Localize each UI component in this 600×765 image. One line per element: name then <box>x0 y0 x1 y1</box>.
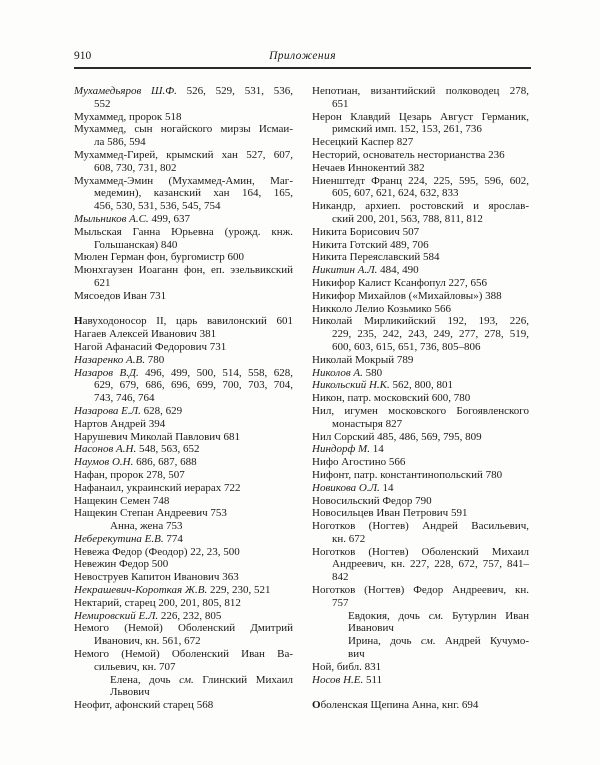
index-entry-line <box>74 213 293 226</box>
entry-text: боленская Щепина Анна, кнг. 694 <box>320 699 479 712</box>
index-entry-line <box>312 379 529 392</box>
index-entry-line <box>312 443 529 456</box>
entry-text: Нартов Андрей 394 <box>74 417 166 430</box>
index-entry-line <box>74 277 293 290</box>
entry-text: 499, 637 <box>148 212 190 225</box>
index-entry-line <box>74 622 293 635</box>
page-number: 910 <box>74 50 92 62</box>
index-entry-line <box>74 315 293 328</box>
index-entry-line <box>312 315 529 328</box>
entry-text: Новосильский Федор 790 <box>312 494 432 507</box>
entry-text: Ноготков (Ногтев) Андрей Васильевич, <box>312 520 529 533</box>
index-entry-line <box>312 341 529 354</box>
entry-text: 580 <box>362 366 383 379</box>
bold-section-initial: Н <box>74 315 83 328</box>
index-entry-line <box>74 558 293 571</box>
index-entry-line <box>312 187 529 200</box>
entry-text: 484, 490 <box>377 264 419 277</box>
italic-text: Мыльников А.С. <box>74 212 149 225</box>
index-entry-line <box>312 533 529 546</box>
entry-text: Нарушевич Миколай Павлович 681 <box>74 430 240 443</box>
index-column-right <box>312 85 529 712</box>
index-entry-line <box>74 482 293 495</box>
entry-text: Николай Мирликийский 192, 193, 226, <box>312 315 529 328</box>
italic-text: Наумов О.Н. <box>74 456 134 469</box>
entry-text: Ниенштедт Франц 224, 225, 595, 596, 602, <box>312 174 529 187</box>
entry-text: Иванович, кн. 561, 672 <box>94 635 201 648</box>
index-entry-line <box>74 175 293 188</box>
index-entry-line <box>312 136 529 149</box>
index-entry-line <box>312 162 529 175</box>
index-entry-line <box>312 239 529 252</box>
index-entry-line <box>312 354 529 367</box>
index-entry-line <box>74 341 293 354</box>
entry-text: 562, 800, 801 <box>389 379 453 392</box>
entry-text: Глинский Михаил <box>193 673 293 686</box>
index-entry-line <box>312 264 529 277</box>
index-entry-line <box>312 661 529 674</box>
entry-text: Нерон Клавдий Цезарь Август Германик, <box>312 110 529 123</box>
entry-text: Нечаев Иннокентий 382 <box>312 161 425 174</box>
entry-text: Ной, библ. 831 <box>312 660 382 673</box>
entry-text: Никколо Лелио Козьмико 566 <box>312 302 451 315</box>
entry-text: 628, 629 <box>140 404 183 417</box>
entry-text: Нил Сорский 485, 486, 569, 795, 809 <box>312 430 482 443</box>
entry-text: 629, 679, 686, 696, 699, 700, 703, 704, <box>94 379 293 392</box>
blank-line <box>74 303 293 316</box>
entry-text: Бутурлин Иван <box>443 609 529 622</box>
index-entry-line <box>312 674 529 687</box>
entry-text: 774 <box>163 532 183 545</box>
index-entry-line <box>74 200 293 213</box>
entry-text: 552 <box>94 97 111 110</box>
index-entry-line <box>312 226 529 239</box>
index-entry-line <box>312 85 529 98</box>
entry-text: монастыря 827 <box>332 417 403 430</box>
entry-text: 651 <box>332 97 349 110</box>
index-entry-line <box>312 558 529 571</box>
entry-text: Никон, патр. московский 600, 780 <box>312 392 471 405</box>
entry-text: Несторий, основатель несторианства 236 <box>312 148 505 161</box>
bold-section-initial: О <box>312 699 321 712</box>
italic-text: Никольский Н.К. <box>312 379 390 392</box>
index-entry-line <box>74 571 293 584</box>
index-entry-line <box>74 251 293 264</box>
index-entry-line <box>74 443 293 456</box>
entry-text: 526, 529, 531, 536, <box>176 85 294 97</box>
entry-text: 743, 746, 764 <box>94 392 155 405</box>
index-entry-line <box>74 379 293 392</box>
index-entry-line <box>74 187 293 200</box>
entry-text: 757 <box>332 596 349 609</box>
index-entry-line <box>74 239 293 252</box>
entry-text: кн. 672 <box>332 532 366 545</box>
index-entry-line <box>74 290 293 303</box>
entry-text: 605, 607, 621, 624, 632, 833 <box>332 187 459 200</box>
entry-text: медемин), казанский хан 164, 165, <box>94 187 293 200</box>
entry-text: Андреевич, кн. 227, 228, 672, 757, 841– <box>332 558 529 571</box>
index-entry-line <box>74 264 293 277</box>
entry-text: 686, 687, 688 <box>133 456 197 469</box>
index-entry-line <box>74 431 293 444</box>
index-entry-line <box>74 546 293 559</box>
entry-text: Анна, жена 753 <box>110 520 183 533</box>
index-entry-line <box>312 571 529 584</box>
index-entry-line <box>74 495 293 508</box>
entry-text: Мыльская Ганна Юрьевна (урожд. кнж. <box>74 225 293 238</box>
entry-text: Новосильцев Иван Петрович 591 <box>312 507 468 520</box>
index-entry-line <box>74 226 293 239</box>
entry-text: Нифонт, патр. константинопольский 780 <box>312 468 503 481</box>
entry-text: Нагой Афанасий Федорович 731 <box>74 340 227 353</box>
entry-text: 226, 232, 805 <box>158 609 222 622</box>
italic-text: Мухамедьяров Ш.Ф. <box>74 85 177 97</box>
entry-text: Никандр, архиеп. ростовский и ярослав- <box>312 200 529 213</box>
italic-text: Николов А. <box>312 366 363 379</box>
index-entry-line <box>312 303 529 316</box>
index-entry-line <box>312 200 529 213</box>
index-entry-line <box>74 418 293 431</box>
entry-text: Нифо Агостино 566 <box>312 456 406 469</box>
entry-text: 14 <box>369 443 384 456</box>
entry-text: Ноготков (Ногтев) Федор Андреевич, кн. <box>312 584 529 597</box>
italic-text: Назаренко А.В. <box>74 353 145 366</box>
entry-text: Нащекин Семен 748 <box>74 494 170 507</box>
entry-text: Евдокия, дочь <box>348 609 429 622</box>
index-entry-line <box>74 520 293 533</box>
entry-text: Нектарий, старец 200, 201, 805, 812 <box>74 596 241 609</box>
index-entry-line <box>74 162 293 175</box>
index-entry-line <box>312 648 529 661</box>
blank-line <box>312 686 529 699</box>
index-entry-line <box>312 495 529 508</box>
entry-text: Несецкий Каспер 827 <box>312 136 414 149</box>
entry-text: Невежин Федор 500 <box>74 558 169 571</box>
index-entry-line <box>74 111 293 124</box>
entry-text: Непотиан, византийский полководец 278, <box>312 85 529 97</box>
entry-text: ла 586, 594 <box>94 136 146 149</box>
entry-text: Невоструев Капитон Иванович 363 <box>74 571 239 584</box>
entry-text: 600, 603, 615, 651, 736, 805–806 <box>332 340 481 353</box>
italic-text: Некрашевич-Короткая Ж.В. <box>74 584 208 597</box>
italic-text: Насонов А.Н. <box>74 443 137 456</box>
index-entry-line <box>74 405 293 418</box>
entry-text: Николай Мокрый 789 <box>312 353 414 366</box>
index-entry-line <box>312 290 529 303</box>
entry-text: Мухаммед-Гирей, крымский хан 527, 607, <box>74 148 293 161</box>
index-entry-line <box>312 584 529 597</box>
index-entry-line <box>74 354 293 367</box>
italic-text: см. <box>428 609 444 622</box>
index-entry-line <box>312 367 529 380</box>
entry-text: 780 <box>145 353 165 366</box>
entry-text: Нил, игумен московского Богоявленского <box>312 404 529 417</box>
entry-text: Никита Борисович 507 <box>312 225 420 238</box>
index-entry-line <box>74 533 293 546</box>
index-entry-line <box>312 520 529 533</box>
index-entry-line <box>74 674 293 687</box>
index-entry-line <box>74 367 293 380</box>
entry-text: Андрей Кучумо- <box>435 635 529 648</box>
index-entry-line <box>312 469 529 482</box>
index-entry-line <box>312 418 529 431</box>
index-entry-line <box>74 149 293 162</box>
index-entry-line <box>74 123 293 136</box>
entry-text: 608, 730, 731, 802 <box>94 161 177 174</box>
entry-text: Немого (Немой) Оболенский Дмитрий <box>74 622 293 635</box>
index-entry-line <box>312 699 529 712</box>
entry-text: римский имп. 152, 153, 261, 736 <box>332 123 482 136</box>
entry-text: ский 200, 201, 563, 788, 811, 812 <box>332 212 483 225</box>
italic-text: Носов Н.Е. <box>312 673 364 686</box>
header-rule <box>74 67 531 69</box>
index-entry-line <box>74 584 293 597</box>
entry-text: Никифор Калист Ксанфопул 227, 656 <box>312 276 488 289</box>
italic-text: Неберекутина Е.В. <box>74 532 164 545</box>
running-head: Приложения <box>269 50 336 62</box>
index-entry-line <box>312 635 529 648</box>
entry-text: 456, 530, 531, 536, 545, 754 <box>94 200 221 213</box>
index-entry-line <box>74 392 293 405</box>
entry-text: Елена, дочь <box>110 673 180 686</box>
entry-text: авуходоносор II, царь вавилонский 601 <box>82 315 293 328</box>
entry-text: Иванович <box>348 622 394 635</box>
entry-text: Нафан, пророк 278, 507 <box>74 468 185 481</box>
entry-text: сильевич, кн. 707 <box>94 660 176 673</box>
index-entry-line <box>74 85 293 98</box>
entry-text: Никита Переяславский 584 <box>312 251 440 264</box>
entry-text: Мухаммед, пророк 518 <box>74 110 182 123</box>
index-entry-line <box>312 456 529 469</box>
entry-text: Никифор Михайлов («Михайловы») 388 <box>312 289 502 302</box>
entry-text: 229, 230, 521 <box>207 584 271 597</box>
index-entry-line <box>312 123 529 136</box>
index-entry-line <box>312 546 529 559</box>
index-entry-line <box>312 328 529 341</box>
index-column-left <box>74 85 293 712</box>
italic-text: Назарова Е.Л. <box>74 404 141 417</box>
entry-text: 14 <box>379 481 394 494</box>
index-entry-line <box>74 648 293 661</box>
entry-text: 496, 499, 500, 514, 558, 628, <box>138 366 294 379</box>
italic-text: Немировский Е.Л. <box>74 609 159 622</box>
index-entry-line <box>312 213 529 226</box>
index-entry-line <box>74 686 293 699</box>
index-entry-line <box>74 699 293 712</box>
index-entry-line <box>312 610 529 623</box>
index-entry-line <box>312 622 529 635</box>
entry-text: Гольшанская) 840 <box>94 238 178 251</box>
entry-text: Мухаммед-Эмин (Мухаммед-Амин, Маг- <box>74 174 293 187</box>
entry-text: вич <box>348 648 365 661</box>
entry-text: Никита Готский 489, 706 <box>312 238 429 251</box>
index-entry-line <box>312 98 529 111</box>
index-entry-line <box>312 392 529 405</box>
index-entry-line <box>74 469 293 482</box>
entry-text: 621 <box>94 276 111 289</box>
index-entry-line <box>312 597 529 610</box>
index-entry-line <box>74 328 293 341</box>
index-entry-line <box>312 149 529 162</box>
entry-text: 842 <box>332 571 349 584</box>
italic-text: см. <box>179 673 194 686</box>
entry-text: Нафанаил, украинский иерарах 722 <box>74 481 241 494</box>
entry-text: Львович <box>110 686 150 699</box>
italic-text: Ниндорф М. <box>312 443 370 456</box>
index-entry-line <box>312 251 529 264</box>
entry-text: Мухаммед, сын ногайского мирзы Исмаи- <box>74 123 293 136</box>
entry-text: Мюлен Герман фон, бургомистр 600 <box>74 251 245 264</box>
entry-text: Невежа Федор (Феодор) 22, 23, 500 <box>74 545 240 558</box>
entry-text: Мясоедов Иван 731 <box>74 289 167 302</box>
index-entry-line <box>74 597 293 610</box>
index-entry-line <box>74 507 293 520</box>
index-entry-line <box>74 136 293 149</box>
index-entry-line <box>74 98 293 111</box>
entry-text: Ирина, дочь <box>348 635 421 648</box>
italic-text: Никитин А.Л. <box>312 264 378 277</box>
index-entry-line <box>312 482 529 495</box>
entry-text: Мюнхгаузен Иоаганн фон, еп. эзельвикский <box>74 264 293 277</box>
italic-text: Новикова О.Л. <box>312 481 380 494</box>
index-entry-line <box>312 405 529 418</box>
index-entry-line <box>74 610 293 623</box>
index-entry-line <box>312 175 529 188</box>
italic-text: Назаров В.Д. <box>74 366 139 379</box>
entry-text: 511 <box>363 673 383 686</box>
entry-text: Немого (Немой) Оболенский Иван Ва- <box>74 648 293 661</box>
entry-text: Нащекин Степан Андреевич 753 <box>74 507 227 520</box>
index-entry-line <box>312 431 529 444</box>
entry-text: Неофит, афонский старец 568 <box>74 699 214 712</box>
entry-text: 229, 235, 242, 243, 249, 277, 278, 519, <box>332 328 529 341</box>
italic-text: см. <box>420 635 436 648</box>
index-entry-line <box>74 661 293 674</box>
index-entry-line <box>74 456 293 469</box>
entry-text: Нагаев Алексей Иванович 381 <box>74 328 217 341</box>
index-entry-line <box>74 635 293 648</box>
entry-text: Ноготков (Ногтев) Оболенский Михаил <box>312 545 529 558</box>
index-entry-line <box>312 507 529 520</box>
index-entry-line <box>312 277 529 290</box>
index-entry-line <box>312 111 529 124</box>
entry-text: 548, 563, 652 <box>136 443 200 456</box>
